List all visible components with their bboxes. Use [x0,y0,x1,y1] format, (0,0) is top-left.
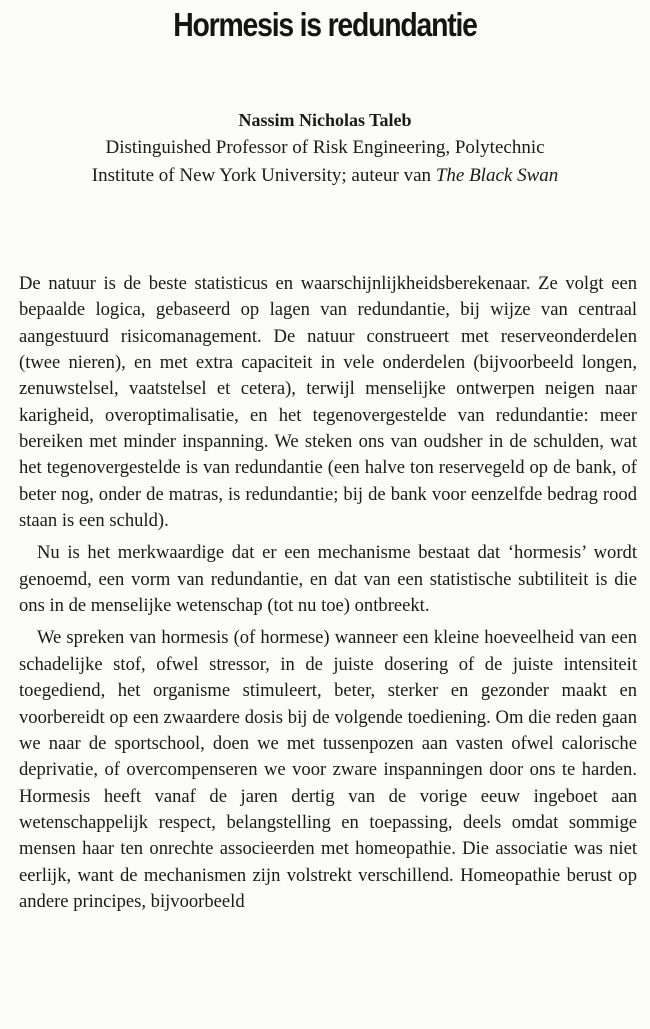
byline [0,106,650,190]
article-body [19,271,637,921]
paragraph-1: De natuur is de beste statisticus en waarschijnlijkheidsberekenaar. Ze volgt een bepaalde logica, gebaseerd op lagen van redundantie, bij wijze van centraal aangestuurd risicomanagement. De natuur construeert met reserveonderdelen (twee nieren), en met extra capaciteit in vele onderdelen (bijvoorbeeld longen, zenuwstelsel, vaatstelsel et cetera), terwijl menselijke ontwerpen neigen naar karigheid, overoptimalisatie, en het tegenovergestelde van redundantie: meer bereiken met minder inspanning. We steken ons van oudsher in de schulden, wat het tegenovergestelde is van redundantie (een halve ton reservegeld op de bank, of beter nog, onder de matras, is redundantie; bij de bank voor eenzelfde bedrag rood staan is een schuld). [19,273,637,532]
article-title: Hormesis is redundantie [173,6,477,43]
author-affiliation-line-2 [0,162,650,190]
paragraph-2: Nu is het merkwaardige dat er een mechanisme bestaat dat ‘hormesis’ wordt genoemd, een vorm van redundantie, en dat van een statistische subtiliteit is die ons in de menselijke wetenschap (tot nu toe) ontbreekt. [19,542,637,617]
author-affiliation-line-1: Distinguished Professor of Risk Engineering, Polytechnic [105,137,545,158]
paragraph-3: We spreken van hormesis (of hormese) wanneer een kleine hoeveelheid van een schadelijke stof, ofwel stressor, in de juiste dosering of de juiste intensiteit toegediend, het organisme stimuleert, beter, sterker en gezonder maakt en voorbereidt op een zwaardere dosis bij de volgende toediening. Om die reden gaan we naar de sportschool, doen we met tussenpozen aan vasten ofwel calorische deprivatie, of overcompenseren we voor zware inspanningen door ons te harden. Hormesis heeft vanaf de jaren dertig van de vorige eeuw ingeboet aan wetenschappelijk respect, belangstelling en toepassing, deels omdat sommige mensen haar ten onrechte associeerden met homeopathie. Die associatie was niet eerlijk, want de mechanismen zijn volstrekt verschillend. Homeopathie berust op andere principes, bijvoorbeeld [19,627,637,912]
author-name: Nassim Nicholas Taleb [238,110,412,130]
book-title: The Black Swan [435,165,559,186]
affiliation-prefix: Institute of New York University; auteur van [91,165,436,186]
